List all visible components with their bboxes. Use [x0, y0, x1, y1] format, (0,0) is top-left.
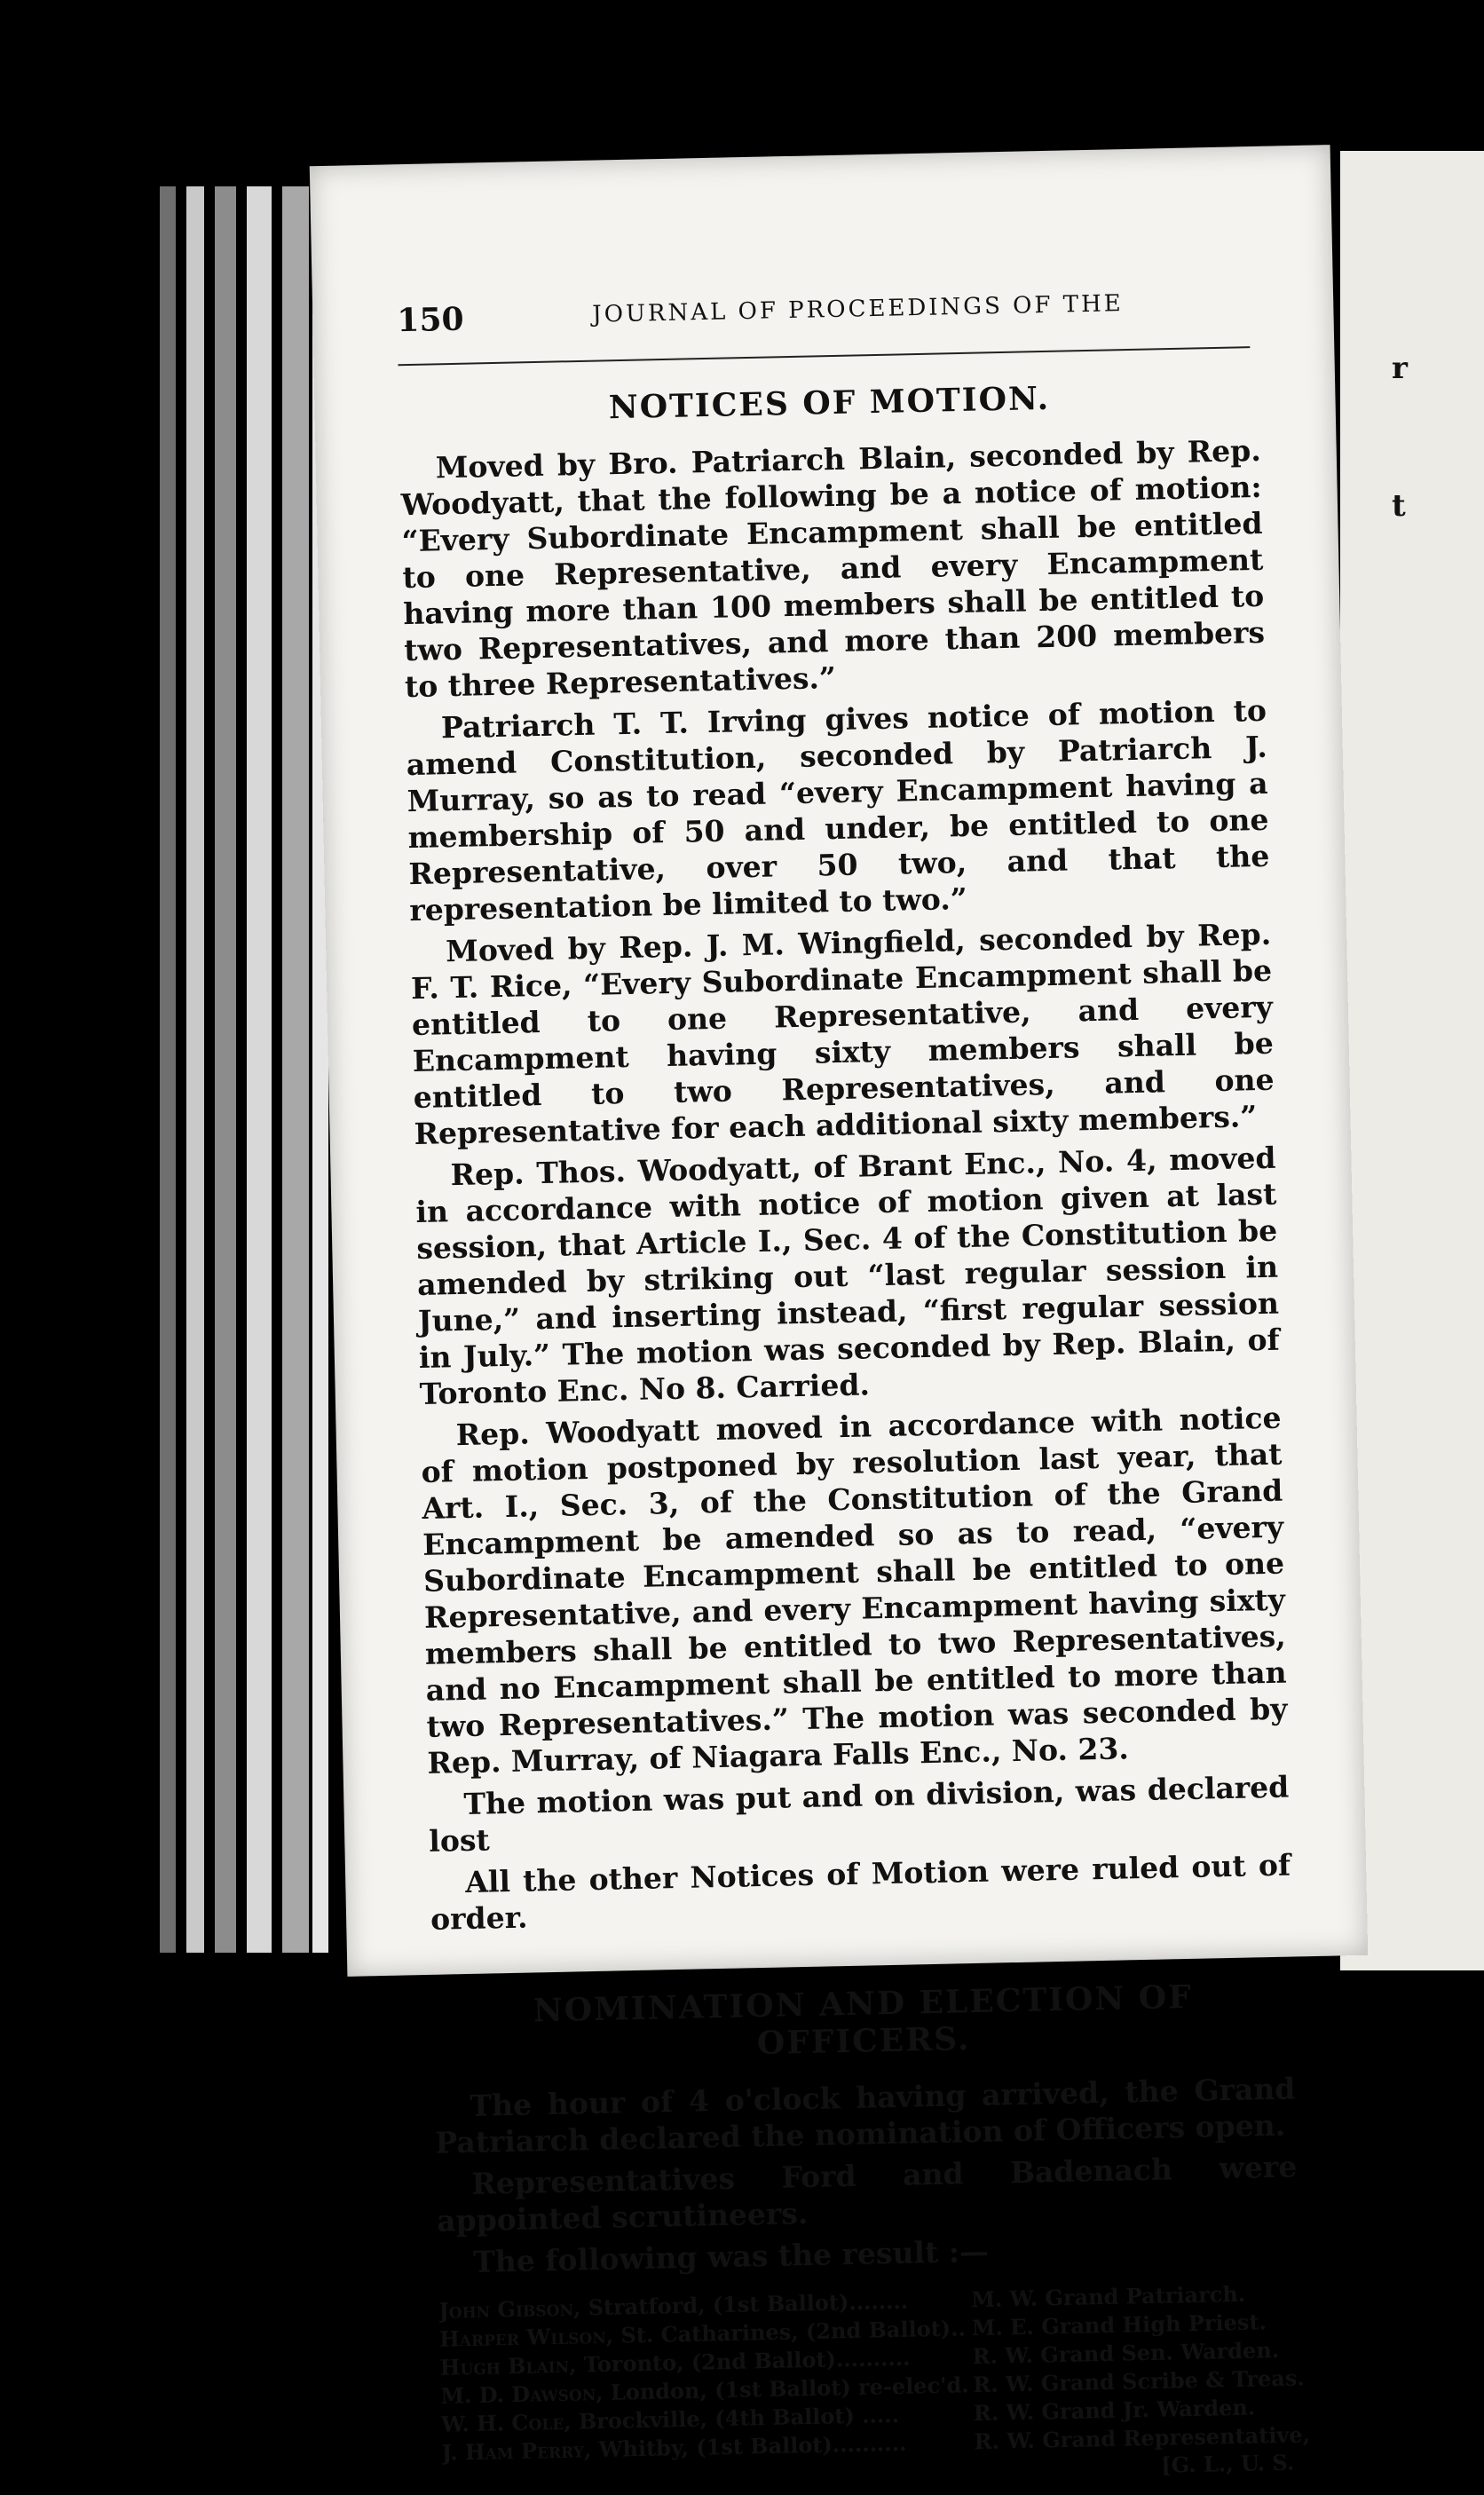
- officer-name: J. Ham Perry: [441, 2436, 585, 2466]
- officer-name: Hugh Blain: [439, 2351, 570, 2381]
- facing-page-fragment: r: [1392, 351, 1408, 386]
- section-title-notices: NOTICES OF MOTION.: [608, 379, 1051, 427]
- paragraph: The hour of 4 o'clock having arrived, the Grand Patriarch declared the nomination of Officers open.: [435, 2071, 1296, 2160]
- paragraph: The motion was put and on division, was declared lost: [428, 1769, 1290, 1859]
- officer-office: R. W. Grand Scribe & Treas.: [972, 2365, 1305, 2398]
- paragraph: Rep. Woodyatt moved in accordance with notice of motion postponed by resolution last year, that Art. I., Sec. 3, of the Constitution of the Grand Encampment be amended so as to read, “every Subordinate Encampment shall be entitled to one Representative, and every Encampment having sixty members shall be entitled to two Representatives, and no Encampment shall be entitled to more than two Representatives.” The motion was seconded by Rep. Murray, of Niagara Falls Enc., No. 23.: [421, 1400, 1288, 1780]
- officer-office: R. W. Grand Jr. Warden.: [973, 2394, 1256, 2427]
- paragraph: Representatives Ford and Badenach were appointed scrutineers.: [436, 2149, 1298, 2238]
- officer-detail: , Brockville, (4th Ballot) .....: [563, 2401, 900, 2435]
- officer-detail: , Toronto, (2nd Ballot)..........: [568, 2344, 911, 2378]
- officer-detail: , Whitby, (1st Ballot)..........: [583, 2429, 907, 2463]
- running-title: JOURNAL OF PROCEEDINGS OF THE: [592, 290, 1124, 328]
- book-page-edges: [160, 186, 328, 1953]
- section-title-election: NOMINATION AND ELECTION OF OFFICERS.: [533, 1978, 1194, 2063]
- officer-office: R. W. Grand Representative,: [974, 2421, 1311, 2455]
- page-number: 150: [396, 300, 465, 340]
- officers-list: [438, 2278, 1311, 2492]
- page-body: [399, 359, 1311, 2493]
- officer-name: M. D. Dawson: [440, 2380, 596, 2409]
- page-header: [397, 275, 1267, 356]
- paragraph: Rep. Thos. Woodyatt, of Brant Enc., No. 4, moved in accordance with notice of motion given at last session, that Article I., Sec. 4 of the Constitution be amended by striking out “last regular session in June,” and inserting instead, “first regular session in July.” The motion was seconded by Rep. Blain, of Toronto Enc. No 8. Carried.: [415, 1140, 1281, 1411]
- paragraph: Patriarch T. T. Irving gives notice of motion to amend Constitution, seconded by Patriarch J. Murray, so as to read “every Encampment having a membership of 50 and under, be entitled to one Representative, over 50 two, and that the representation be limited to two.”: [406, 692, 1270, 928]
- officer-office: M. W. Grand Patriarch.: [970, 2280, 1246, 2313]
- officer-office: M. E. Grand High Priest.: [971, 2309, 1267, 2341]
- book-page: [310, 145, 1368, 2478]
- officer-detail: , St. Catharines, (2nd Ballot)..: [605, 2315, 967, 2349]
- officer-name: W. H. Cole: [440, 2408, 564, 2437]
- facing-page-fragment: t: [1392, 488, 1406, 524]
- officer-office: R. W. Grand Sen. Warden.: [972, 2336, 1280, 2370]
- officer-detail: , Stratford, (1st Ballot)........: [572, 2287, 909, 2321]
- paragraph: Moved by Rep. J. M. Wingfield, seconded by Rep. F. T. Rice, “Every Subordinate Encampment shall be entitled to one Representative, and every Encampment having sixty members shall be entitled to two Representatives, and one Representative for each additional sixty members.”: [410, 916, 1275, 1152]
- office-continuation: [G. L., U. S.: [1160, 2449, 1295, 2478]
- paragraph: Moved by Bro. Patriarch Blain, seconded by Rep. Woodyatt, that the following be a notice of motion: “Every Subordinate Encampment shall be entitled to one Representative, and every Encampment having more than 100 members shall be entitled to two Representatives, and more than 200 members to three Representatives.”: [400, 432, 1266, 705]
- officer-name: Harper Wilson: [438, 2322, 607, 2352]
- officer-name: John Gibson: [438, 2294, 574, 2324]
- officer-detail: , London, (1st Ballot) re-elec'd.: [595, 2372, 969, 2406]
- paragraph: The following was the result :—: [472, 2233, 990, 2279]
- paragraph: All the other Notices of Motion were ruled out of order.: [430, 1847, 1291, 1937]
